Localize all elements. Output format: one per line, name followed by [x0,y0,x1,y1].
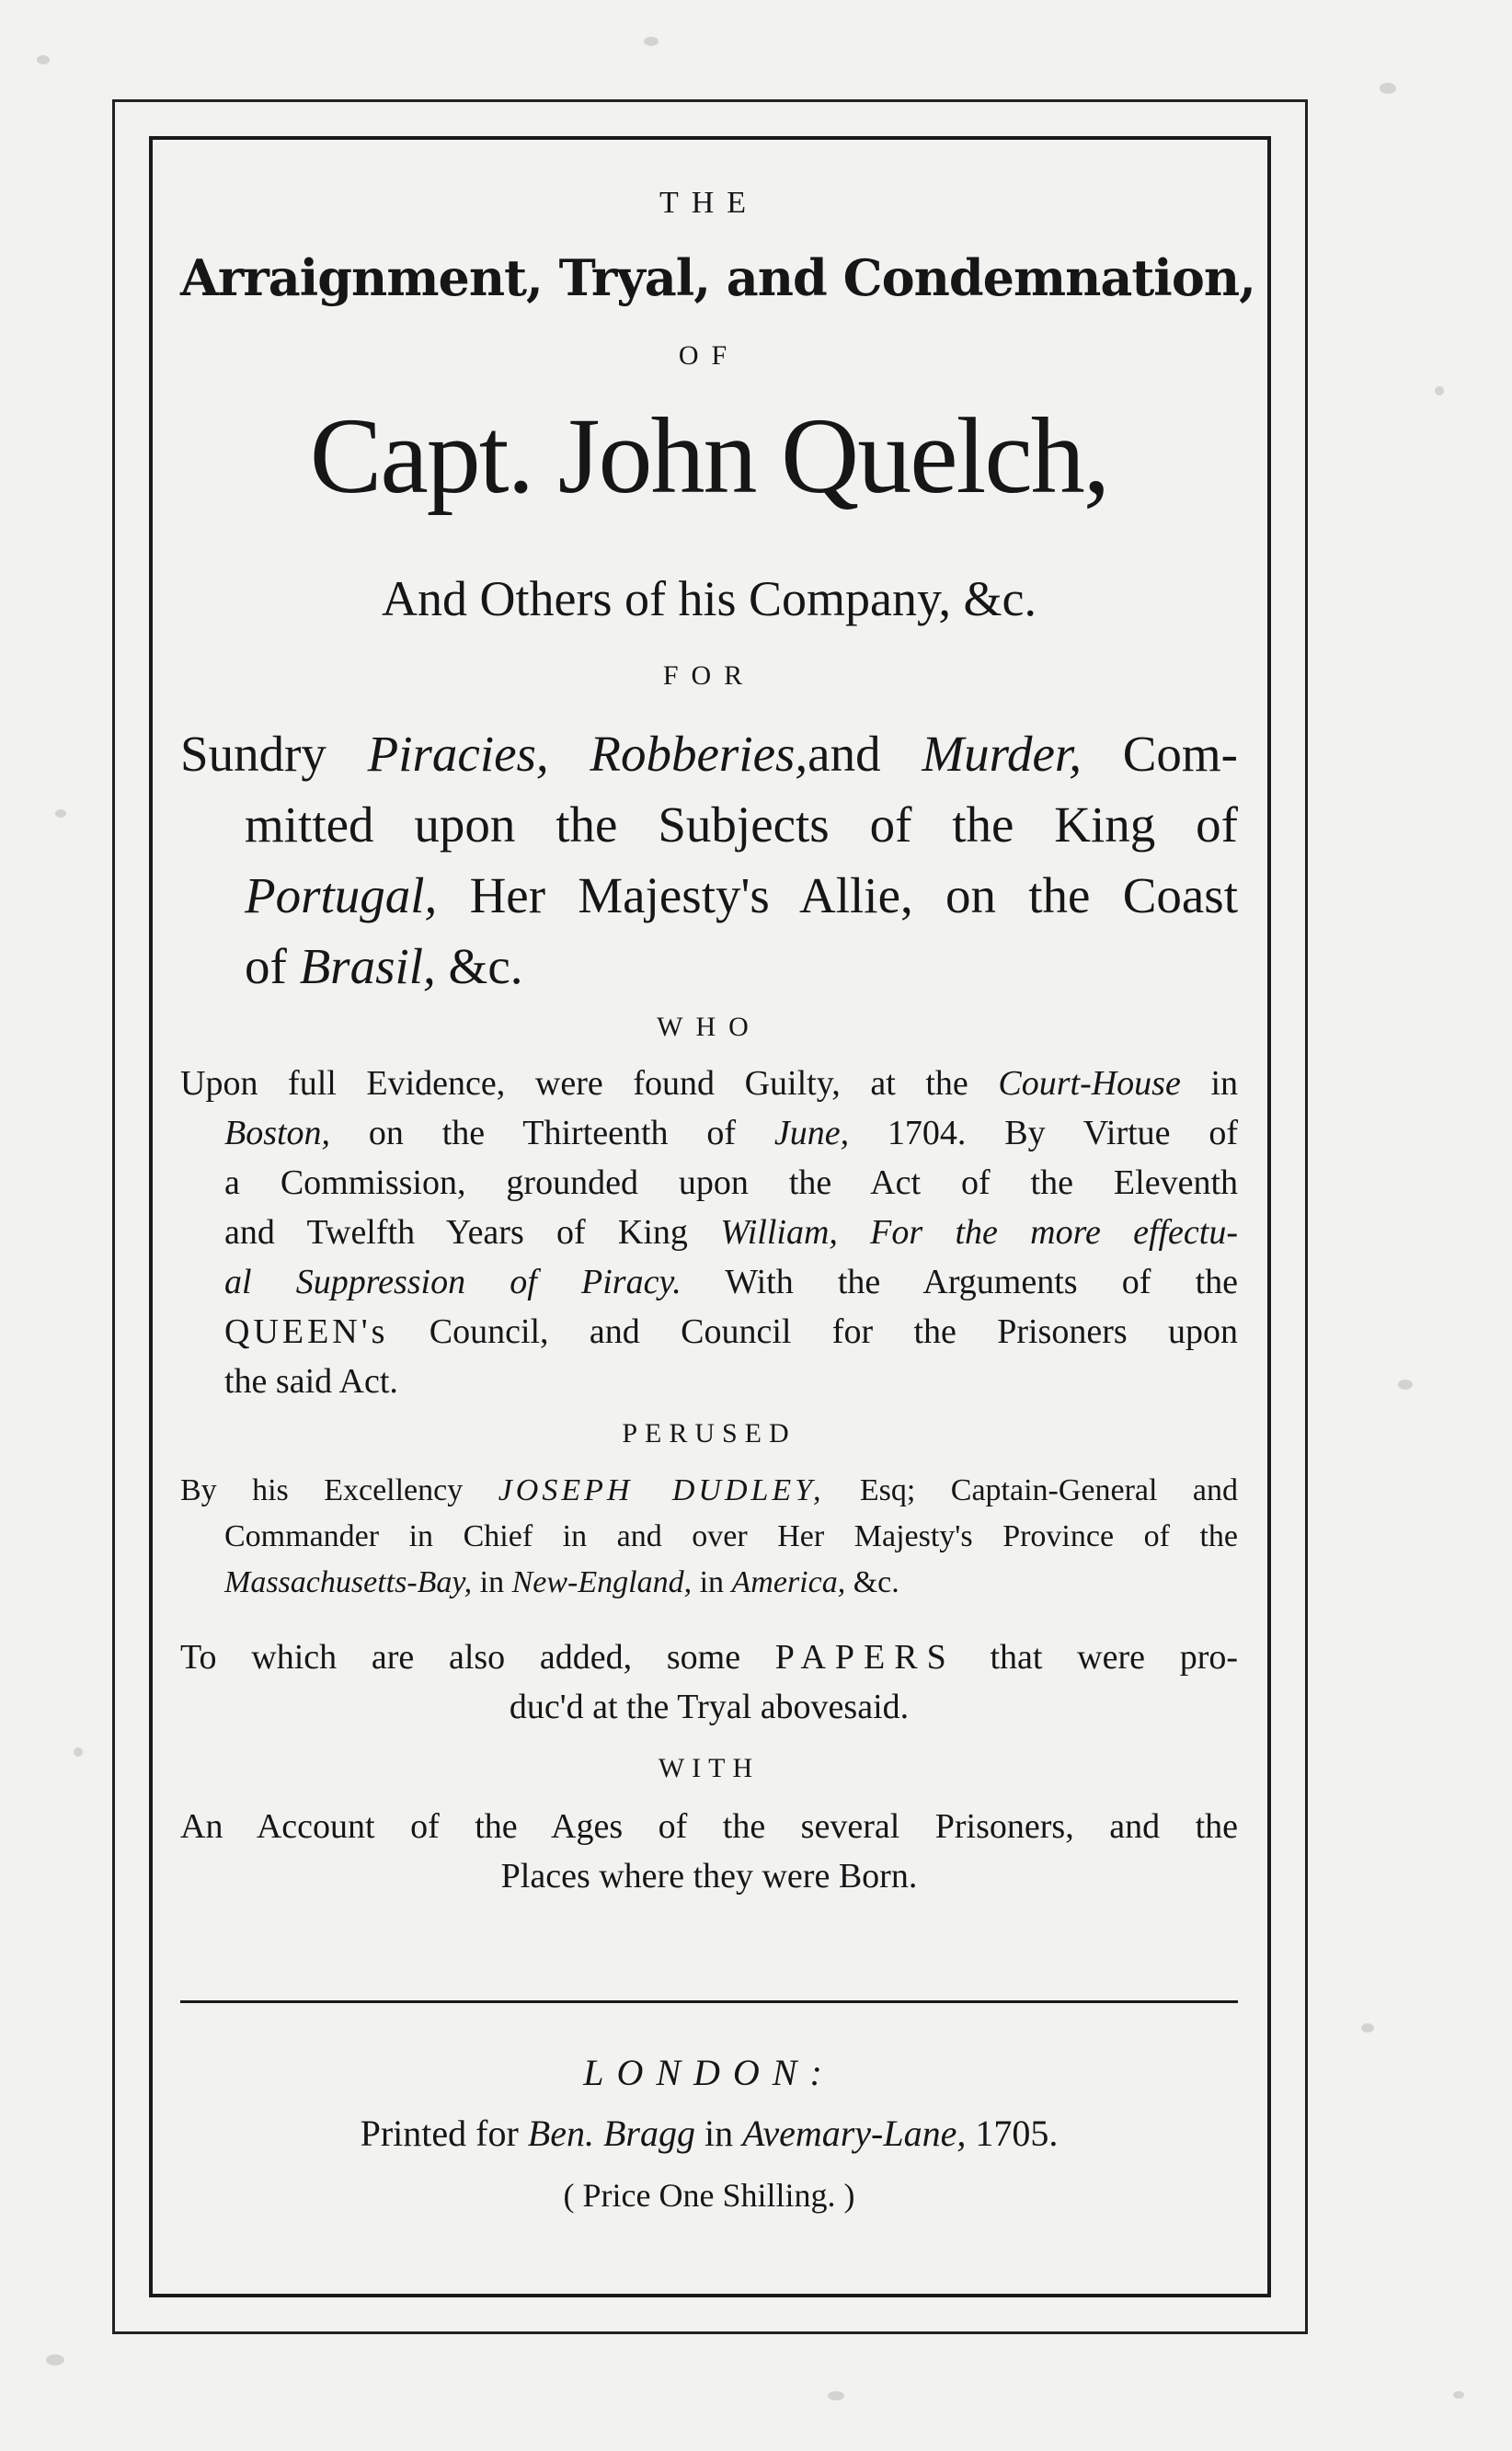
verdict-line-2 [224,1113,1238,1153]
text: Sundry [180,726,368,782]
text: Ben. Bragg [527,2113,695,2154]
text: New-England, [511,1565,693,1599]
title-page [180,175,1255,2281]
text: on the Thirteenth of [330,1114,774,1152]
text: Boston, [224,1114,331,1152]
heading-of: OF [678,340,740,371]
text: in [694,2113,743,2154]
text: Her Majesty's Allie, on the Coast [437,867,1238,923]
text: Murder, [922,726,1082,782]
text: June, [773,1114,850,1152]
text: Piracies, Robberies, [367,726,808,782]
perused-line-2: Commander in Chief in and over Her Majesty's Province of the [224,1519,1238,1553]
text: Upon full Evidence, were found Guilty, at the [180,1064,999,1103]
text: With the Arguments of the [681,1263,1239,1301]
text: 1705. [966,2113,1059,2154]
text: Massachusetts-Bay, [224,1565,473,1599]
text: in [472,1565,512,1599]
perused-line-1 [180,1473,1238,1508]
text: and [808,726,922,782]
imprint-place: LONDON: [583,2052,835,2093]
crimes-line-1 [180,725,1238,783]
text: To which are also added, some [180,1638,775,1677]
text: Printed for [360,2113,528,2154]
text: al Suppression of Piracy. [224,1263,682,1301]
verdict-line-7: the said Act. [224,1362,398,1401]
text: Council, and Council for the Prisoners upon [388,1312,1238,1351]
papers-line-1 [180,1637,1238,1678]
verdict-line-4 [224,1212,1238,1253]
text: in [1180,1064,1239,1103]
text: in [692,1565,732,1599]
text: &c. [435,938,523,994]
papers-line-2: duc'd at the Tryal abovesaid. [509,1688,910,1726]
text: that were pro- [955,1638,1238,1677]
text: and Twelfth Years of King [224,1213,721,1252]
verdict-line-3: a Commission, grounded upon the Act of the Eleventh [224,1163,1238,1202]
verdict-line-6 [224,1311,1238,1352]
text: By his Excellency [180,1473,498,1507]
divider-rule [180,2000,1238,2003]
heading-with: WITH [658,1753,761,1783]
text: JOSEPH DUDLEY, [498,1473,825,1507]
crimes-line-3 [245,866,1238,924]
text: Avemary-Lane, [742,2113,967,2154]
text: &c. [845,1565,899,1599]
perused-line-3 [224,1565,1238,1600]
text: Brasil, [299,938,436,994]
heading-who: WHO [657,1012,762,1042]
text: QUEEN's [224,1312,389,1351]
heading-arraignment: Arraignment, Tryal, and Condemnation, [180,248,1255,307]
account-line-2: Places where they were Born. [500,1857,918,1896]
text: Portugal, [245,867,438,923]
text: 1704. By Virtue of [849,1114,1239,1152]
crimes-line-4 [245,937,1238,995]
heading-for: FOR [662,660,756,691]
text: PAPERS [774,1638,956,1677]
imprint-line [180,2112,1238,2155]
verdict-line-1 [180,1063,1238,1104]
text: Com- [1081,726,1238,782]
defendant-name: Capt. John Quelch, [309,395,1109,516]
text: William, [720,1213,838,1252]
crimes-line-2: mitted upon the Subjects of the King of [245,796,1238,853]
account-line-1: An Account of the Ages of the several Prisoners, and the [180,1807,1238,1846]
text: For the more effectu- [837,1213,1238,1252]
text: Court-House [998,1064,1181,1103]
heading-perused: PERUSED [622,1418,796,1449]
verdict-line-5 [224,1262,1238,1302]
text: America, [731,1565,846,1599]
text: Esq; Captain-General and [824,1473,1238,1507]
heading-the: THE [659,186,760,220]
others-line: And Others of his Company, &c. [382,571,1037,626]
price-line: ( Price One Shilling. ) [563,2177,855,2214]
text: of [245,938,300,994]
